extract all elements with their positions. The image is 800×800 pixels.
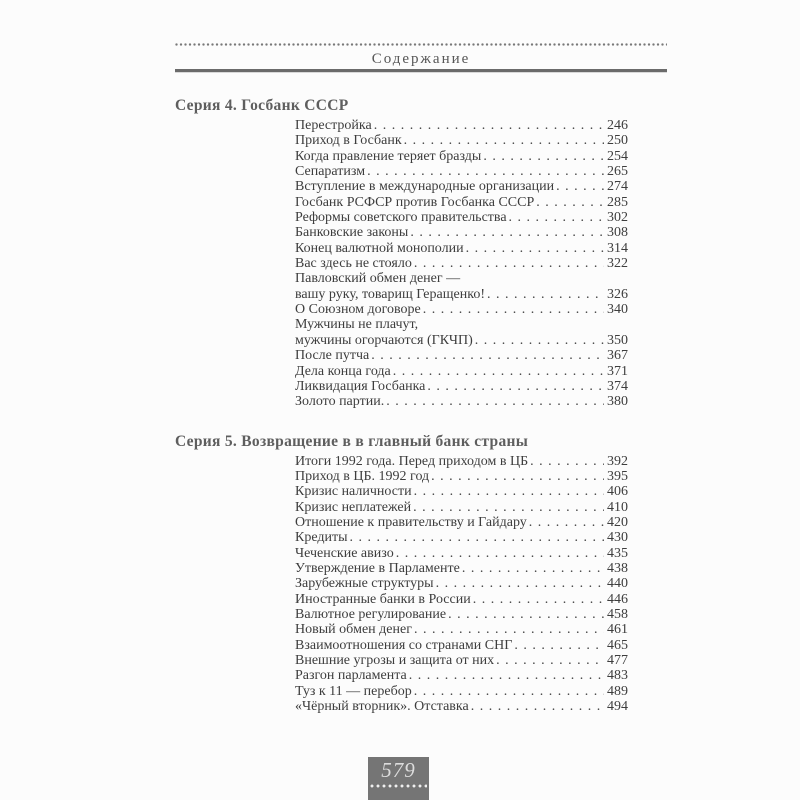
- toc-entry-page: 438: [607, 560, 628, 576]
- toc-sections: [175, 96, 667, 714]
- toc-entry-title: Реформы советского правительства: [295, 210, 507, 226]
- toc-entry: [295, 561, 628, 576]
- dot-leader: [460, 561, 604, 576]
- toc-entry: [295, 576, 628, 591]
- toc-entry-page: 477: [607, 653, 628, 668]
- dot-leader: [384, 394, 604, 409]
- toc-entry: [295, 653, 628, 668]
- toc-entry: [295, 454, 628, 469]
- dot-leader: [471, 592, 604, 607]
- dot-leader: [408, 225, 604, 240]
- toc-entry: [295, 622, 628, 637]
- toc-entry-page: 340: [607, 302, 628, 318]
- toc-entry-title: Приход в Госбанк: [295, 133, 402, 149]
- toc-entry-title: Отношение к правительству и Гайдару: [295, 514, 527, 530]
- toc-entry-page: 265: [607, 164, 628, 180]
- toc-entry-page: 410: [607, 499, 628, 515]
- toc-entries: [295, 118, 628, 410]
- toc-entry: [295, 469, 628, 484]
- toc-entry: [295, 684, 628, 699]
- toc-entry: [295, 317, 628, 348]
- dot-leader: [369, 348, 604, 363]
- dot-leader: [485, 287, 604, 302]
- dot-leader: [528, 454, 604, 469]
- toc-entry-page: 308: [607, 225, 628, 241]
- toc-entry-title: Иностранные банки в России: [295, 591, 471, 607]
- toc-entry: [295, 394, 628, 409]
- toc-entry: [295, 210, 628, 225]
- toc-entry: [295, 164, 628, 179]
- dot-leader: [407, 668, 604, 683]
- toc-entry-title: Чеченские авизо: [295, 545, 394, 561]
- toc-entry-page: 380: [607, 394, 628, 410]
- toc-entry-page: 430: [607, 530, 628, 546]
- toc-entry-title: Кризис наличности: [295, 484, 412, 500]
- toc-section: [175, 96, 667, 410]
- section-title: Серия 4. Госбанк СССР: [175, 97, 349, 114]
- dot-leader: [402, 133, 604, 148]
- page-title: Содержание: [371, 51, 471, 67]
- toc-entry-title: Зарубежные структуры: [295, 576, 434, 592]
- dot-leader: [507, 210, 604, 225]
- dot-leader: [391, 364, 604, 379]
- toc-entry-title: Разгон парламента: [295, 668, 407, 684]
- dot-leader: [512, 638, 604, 653]
- footer-page-number-box: [368, 757, 429, 800]
- toc-entry-title: Туз к 11 — перебор: [295, 683, 412, 699]
- toc-entry-title: Новый обмен денег: [295, 622, 412, 638]
- dot-leader: [429, 469, 604, 484]
- toc-entry-title: Павловский обмен денег —: [295, 271, 461, 287]
- dot-leader: [554, 179, 604, 194]
- toc-entry-page: 420: [607, 514, 628, 530]
- toc-entry: [295, 348, 628, 363]
- toc-entry: [295, 699, 628, 714]
- toc-entry-title: Золото партии.: [295, 394, 385, 410]
- toc-entry: [295, 379, 628, 394]
- dot-leader: [411, 500, 604, 515]
- toc-entry: [295, 225, 628, 240]
- toc-entry-title: Приход в ЦБ. 1992 год: [295, 468, 430, 484]
- toc-entry-title: Итоги 1992 года. Перед приходом в ЦБ: [295, 453, 529, 469]
- toc-entry-page: 350: [607, 332, 628, 348]
- toc-entry-title: Перестройка: [295, 118, 372, 133]
- toc-entry-page: 254: [607, 148, 628, 164]
- dot-leader: [412, 622, 604, 637]
- dot-leader: [527, 515, 604, 530]
- toc-entry-title: Дела конца года: [295, 363, 391, 379]
- toc-entry-title: мужчины огорчаются (ГКЧП): [295, 332, 473, 348]
- toc-entry-title: Валютное регулирование: [295, 606, 447, 622]
- page-content: [175, 43, 667, 714]
- toc-entry-page: 489: [607, 683, 628, 699]
- toc-entry-page: 461: [607, 622, 628, 638]
- toc-entry: [295, 546, 628, 561]
- toc-entry-title: Утверждение в Парламенте: [295, 560, 460, 576]
- dot-leader: [412, 484, 604, 499]
- dot-leader: [534, 195, 604, 210]
- dot-leader: [421, 302, 604, 317]
- footer-page-number: 579: [381, 758, 416, 782]
- dot-leader: [494, 653, 604, 668]
- toc-entry: [295, 118, 628, 133]
- toc-entry: [295, 302, 628, 317]
- toc-entry-title: Госбанк РСФСР против Госбанка СССР: [295, 194, 535, 210]
- toc-entry: [295, 592, 628, 607]
- dot-leader: [348, 530, 604, 545]
- toc-entry: [295, 133, 628, 148]
- toc-entries: [295, 454, 628, 715]
- dot-leader: [434, 576, 604, 591]
- header-dotted-rule: [175, 43, 667, 46]
- toc-entry-title: Вступление в международные организации: [295, 179, 555, 195]
- toc-entry: [295, 149, 628, 164]
- toc-entry-title: Ликвидация Госбанка: [295, 378, 426, 394]
- dot-leader: [481, 149, 604, 164]
- toc-entry-title: Вас здесь не стояло: [295, 256, 412, 272]
- toc-entry: [295, 500, 628, 515]
- toc-entry: [295, 484, 628, 499]
- toc-entry-page: 250: [607, 133, 628, 149]
- toc-entry-page: 392: [607, 453, 628, 469]
- toc-entry-page: 285: [607, 194, 628, 210]
- toc-entry-page: 314: [607, 240, 628, 256]
- dot-leader: [412, 684, 604, 699]
- dot-leader: [394, 546, 604, 561]
- header-thick-rule: [175, 69, 667, 73]
- toc-entry-title: Кредиты: [295, 530, 348, 546]
- toc-entry-page: 395: [607, 468, 628, 484]
- toc-entry: [295, 179, 628, 194]
- dot-leader: [469, 699, 604, 714]
- dot-leader: [425, 379, 604, 394]
- footer-dotted-rule: [370, 784, 427, 788]
- toc-entry-title: Банковские законы: [295, 225, 409, 241]
- toc-entry-page: 302: [607, 210, 628, 226]
- toc-entry-page: 367: [607, 348, 628, 364]
- dot-leader: [446, 607, 604, 622]
- toc-entry: [295, 364, 628, 379]
- toc-entry: [295, 256, 628, 271]
- toc-entry: [295, 607, 628, 622]
- toc-entry: [295, 271, 628, 302]
- dot-leader: [473, 333, 604, 348]
- toc-entry: [295, 241, 628, 256]
- toc-entry-page: 326: [607, 286, 628, 302]
- toc-entry-page: 483: [607, 668, 628, 684]
- toc-entry-title: «Чёрный вторник». Отставка: [295, 699, 469, 715]
- toc-entry-page: 274: [607, 179, 628, 195]
- toc-entry-page: 406: [607, 484, 628, 500]
- toc-entry-page: 374: [607, 378, 628, 394]
- toc-entry-title: Конец валютной монополии: [295, 240, 464, 256]
- toc-entry-title: Мужчины не плачут,: [295, 317, 419, 333]
- toc-entry-page: 494: [607, 699, 628, 715]
- toc-entry-title: Сепаратизм: [295, 164, 366, 180]
- toc-entry-page: 446: [607, 591, 628, 607]
- toc-section: [175, 432, 667, 715]
- dot-leader: [372, 118, 604, 133]
- toc-entry-title: О Союзном договоре: [295, 302, 421, 318]
- toc-entry: [295, 668, 628, 683]
- dot-leader: [464, 241, 604, 256]
- toc-entry-page: 322: [607, 256, 628, 272]
- toc-entry-page: 440: [607, 576, 628, 592]
- toc-entry: [295, 638, 628, 653]
- toc-entry-page: 435: [607, 545, 628, 561]
- toc-entry-page: 371: [607, 363, 628, 379]
- dot-leader: [365, 164, 604, 179]
- toc-entry-page: 465: [607, 637, 628, 653]
- toc-entry-title: вашу руку, товарищ Геращенко!: [295, 286, 485, 302]
- toc-entry-title: Внешние угрозы и защита от них: [295, 653, 495, 668]
- section-title: Серия 5. Возвращение в в главный банк страны: [175, 432, 529, 450]
- toc-entry-page: 246: [607, 118, 628, 133]
- toc-entry: [295, 515, 628, 530]
- toc-entry: [295, 530, 628, 545]
- dot-leader: [412, 256, 604, 271]
- toc-entry-title: После путча: [295, 348, 370, 364]
- toc-entry-title: Когда правление теряет бразды: [295, 148, 482, 164]
- toc-entry-title: Взаимоотношения со странами СНГ: [295, 637, 513, 653]
- toc-entry: [295, 195, 628, 210]
- toc-entry-page: 458: [607, 606, 628, 622]
- toc-entry-title: Кризис неплатежей: [295, 499, 412, 515]
